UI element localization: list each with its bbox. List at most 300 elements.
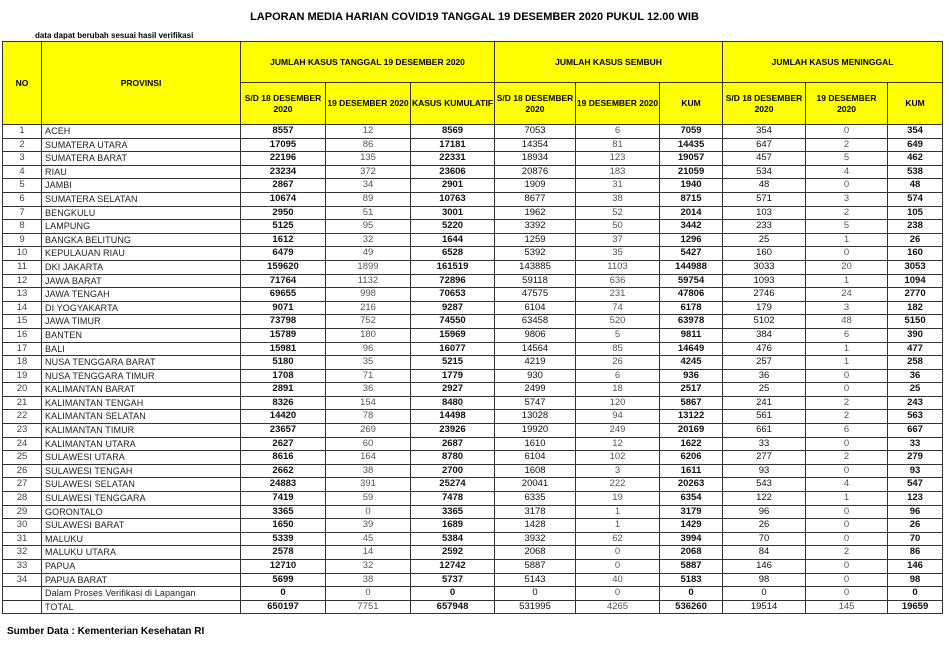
meninggal-sd18-cell: 661 <box>723 424 806 438</box>
kasus-kumulatif-cell: 6528 <box>411 247 495 261</box>
kasus-kumulatif-cell: 10763 <box>411 192 495 206</box>
row-provinsi-cell: BANTEN <box>42 328 241 342</box>
meninggal-19des-cell: 2 <box>806 410 888 424</box>
row-provinsi-cell: KALIMANTAN TIMUR <box>42 424 241 438</box>
row-no-cell: 17 <box>3 342 42 356</box>
kasus-19des-cell: 86 <box>326 138 411 152</box>
kasus-19des-cell: 96 <box>326 342 411 356</box>
header-sembuh-sd18: S/D 18 DESEMBER 2020 <box>495 83 576 125</box>
meninggal-kum-cell: 160 <box>888 247 943 261</box>
row-no-cell: 11 <box>3 260 42 274</box>
meninggal-19des-cell: 0 <box>806 125 888 139</box>
sembuh-kum-cell: 8715 <box>660 192 723 206</box>
row-provinsi-cell: KEPULAUAN RIAU <box>42 247 241 261</box>
sembuh-kum-cell: 13122 <box>660 410 723 424</box>
table-row <box>3 192 943 206</box>
sembuh-19des-cell: 18 <box>576 383 660 397</box>
sembuh-19des-cell: 12 <box>576 437 660 451</box>
table-row <box>3 464 943 478</box>
row-no-cell: 18 <box>3 356 42 370</box>
kasus-sd18-cell: 8326 <box>241 396 326 410</box>
table-row <box>3 478 943 492</box>
sembuh-19des-cell: 123 <box>576 152 660 166</box>
row-provinsi-cell: KALIMANTAN TENGAH <box>42 396 241 410</box>
table-row <box>3 532 943 546</box>
kasus-19des-cell: 78 <box>326 410 411 424</box>
kasus-kumulatif-cell: 23926 <box>411 424 495 438</box>
table-row <box>3 260 943 274</box>
table-row <box>3 152 943 166</box>
meninggal-kum-cell: 146 <box>888 560 943 574</box>
meninggal-sd18-cell: 571 <box>723 192 806 206</box>
sembuh-19des-cell: 0 <box>576 587 660 601</box>
sembuh-kum-cell: 1622 <box>660 437 723 451</box>
meninggal-kum-cell: 86 <box>888 546 943 560</box>
kasus-19des-cell: 180 <box>326 328 411 342</box>
header-meninggal-sd18: S/D 18 DESEMBER 2020 <box>723 83 806 125</box>
kasus-sd18-cell: 10674 <box>241 192 326 206</box>
meninggal-kum-cell: 96 <box>888 505 943 519</box>
meninggal-kum-cell: 33 <box>888 437 943 451</box>
row-no-cell: 15 <box>3 315 42 329</box>
sembuh-19des-cell: 0 <box>576 560 660 574</box>
meninggal-kum-cell: 3053 <box>888 260 943 274</box>
kasus-19des-cell: 35 <box>326 356 411 370</box>
sembuh-sd18-cell: 8677 <box>495 192 576 206</box>
row-provinsi-cell: BANGKA BELITUNG <box>42 233 241 247</box>
meninggal-19des-cell: 0 <box>806 560 888 574</box>
sembuh-sd18-cell: 3178 <box>495 505 576 519</box>
sembuh-kum-cell: 4245 <box>660 356 723 370</box>
meninggal-sd18-cell: 241 <box>723 396 806 410</box>
kasus-sd18-cell: 5339 <box>241 532 326 546</box>
kasus-19des-cell: 1132 <box>326 274 411 288</box>
meninggal-19des-cell: 0 <box>806 247 888 261</box>
sembuh-kum-cell: 1429 <box>660 519 723 533</box>
kasus-sd18-cell: 17095 <box>241 138 326 152</box>
meninggal-kum-cell: 238 <box>888 220 943 234</box>
kasus-sd18-cell: 8557 <box>241 125 326 139</box>
sembuh-19des-cell: 183 <box>576 165 660 179</box>
kasus-sd18-cell: 5125 <box>241 220 326 234</box>
meninggal-sd18-cell: 93 <box>723 464 806 478</box>
meninggal-19des-cell: 0 <box>806 369 888 383</box>
sembuh-kum-cell: 3994 <box>660 532 723 546</box>
sembuh-kum-cell: 3179 <box>660 505 723 519</box>
row-no-cell: 12 <box>3 274 42 288</box>
row-provinsi-cell: JAMBI <box>42 179 241 193</box>
sembuh-sd18-cell: 20876 <box>495 165 576 179</box>
sembuh-19des-cell: 120 <box>576 396 660 410</box>
meninggal-kum-cell: 477 <box>888 342 943 356</box>
kasus-sd18-cell: 2891 <box>241 383 326 397</box>
sembuh-19des-cell: 35 <box>576 247 660 261</box>
header-kasus-19des: 19 DESEMBER 2020 <box>326 83 411 125</box>
meninggal-kum-cell: 0 <box>888 587 943 601</box>
row-no-cell: 23 <box>3 424 42 438</box>
sembuh-sd18-cell: 7053 <box>495 125 576 139</box>
kasus-sd18-cell: 2867 <box>241 179 326 193</box>
row-no-cell: 1 <box>3 125 42 139</box>
kasus-kumulatif-cell: 15969 <box>411 328 495 342</box>
row-provinsi-cell: SULAWESI UTARA <box>42 451 241 465</box>
row-provinsi-cell: RIAU <box>42 165 241 179</box>
sembuh-19des-cell: 1 <box>576 519 660 533</box>
meninggal-sd18-cell: 561 <box>723 410 806 424</box>
sembuh-19des-cell: 50 <box>576 220 660 234</box>
row-no-cell: 20 <box>3 383 42 397</box>
kasus-kumulatif-cell: 5737 <box>411 573 495 587</box>
table-row <box>3 125 943 139</box>
row-provinsi-cell: KALIMANTAN SELATAN <box>42 410 241 424</box>
meninggal-sd18-cell: 160 <box>723 247 806 261</box>
kasus-kumulatif-cell: 5215 <box>411 356 495 370</box>
sembuh-sd18-cell: 13028 <box>495 410 576 424</box>
row-no-cell: 13 <box>3 288 42 302</box>
row-no-cell: 6 <box>3 192 42 206</box>
sembuh-sd18-cell: 3392 <box>495 220 576 234</box>
kasus-19des-cell: 51 <box>326 206 411 220</box>
kasus-kumulatif-cell: 657948 <box>411 600 495 614</box>
meninggal-sd18-cell: 96 <box>723 505 806 519</box>
meninggal-19des-cell: 5 <box>806 220 888 234</box>
meninggal-sd18-cell: 48 <box>723 179 806 193</box>
header-sembuh-19des: 19 DESEMBER 2020 <box>576 83 660 125</box>
sembuh-sd18-cell: 1962 <box>495 206 576 220</box>
kasus-sd18-cell: 3365 <box>241 505 326 519</box>
sembuh-sd18-cell: 5392 <box>495 247 576 261</box>
table-row <box>3 288 943 302</box>
meninggal-sd18-cell: 25 <box>723 383 806 397</box>
row-no-cell: 19 <box>3 369 42 383</box>
meninggal-kum-cell: 538 <box>888 165 943 179</box>
meninggal-19des-cell: 3 <box>806 301 888 315</box>
sembuh-sd18-cell: 59118 <box>495 274 576 288</box>
sembuh-19des-cell: 3 <box>576 464 660 478</box>
meninggal-19des-cell: 5 <box>806 152 888 166</box>
table-row <box>3 573 943 587</box>
row-no-cell: 26 <box>3 464 42 478</box>
kasus-kumulatif-cell: 8480 <box>411 396 495 410</box>
meninggal-sd18-cell: 647 <box>723 138 806 152</box>
kasus-sd18-cell: 5699 <box>241 573 326 587</box>
sembuh-sd18-cell: 5143 <box>495 573 576 587</box>
sembuh-19des-cell: 1 <box>576 505 660 519</box>
meninggal-kum-cell: 258 <box>888 356 943 370</box>
verification-note: data dapat berubah sesuai hasil verifikasi <box>35 31 194 40</box>
meninggal-kum-cell: 182 <box>888 301 943 315</box>
sembuh-19des-cell: 40 <box>576 573 660 587</box>
sembuh-sd18-cell: 20041 <box>495 478 576 492</box>
row-no-cell: 16 <box>3 328 42 342</box>
kasus-sd18-cell: 2950 <box>241 206 326 220</box>
meninggal-19des-cell: 2 <box>806 138 888 152</box>
table-row <box>3 369 943 383</box>
meninggal-kum-cell: 354 <box>888 125 943 139</box>
meninggal-sd18-cell: 98 <box>723 573 806 587</box>
kasus-19des-cell: 60 <box>326 437 411 451</box>
sembuh-sd18-cell: 14564 <box>495 342 576 356</box>
meninggal-19des-cell: 24 <box>806 288 888 302</box>
row-provinsi-cell: SULAWESI TENGAH <box>42 464 241 478</box>
meninggal-19des-cell: 0 <box>806 505 888 519</box>
row-no-cell: 22 <box>3 410 42 424</box>
row-provinsi-cell: JAWA BARAT <box>42 274 241 288</box>
kasus-sd18-cell: 1708 <box>241 369 326 383</box>
sembuh-sd18-cell: 531995 <box>495 600 576 614</box>
header-group-sembuh: JUMLAH KASUS SEMBUH <box>495 42 723 83</box>
meninggal-19des-cell: 0 <box>806 587 888 601</box>
kasus-sd18-cell: 15789 <box>241 328 326 342</box>
kasus-19des-cell: 1899 <box>326 260 411 274</box>
kasus-kumulatif-cell: 2927 <box>411 383 495 397</box>
meninggal-sd18-cell: 122 <box>723 492 806 506</box>
meninggal-sd18-cell: 3033 <box>723 260 806 274</box>
meninggal-19des-cell: 4 <box>806 478 888 492</box>
row-no-cell: 33 <box>3 560 42 574</box>
sembuh-19des-cell: 52 <box>576 206 660 220</box>
table-body <box>3 125 943 614</box>
row-provinsi-cell: TOTAL <box>42 600 241 614</box>
row-provinsi-cell: ACEH <box>42 125 241 139</box>
kasus-19des-cell: 135 <box>326 152 411 166</box>
kasus-kumulatif-cell: 23606 <box>411 165 495 179</box>
sembuh-sd18-cell: 9806 <box>495 328 576 342</box>
row-provinsi-cell: PAPUA BARAT <box>42 573 241 587</box>
kasus-19des-cell: 34 <box>326 179 411 193</box>
meninggal-19des-cell: 3 <box>806 192 888 206</box>
meninggal-kum-cell: 25 <box>888 383 943 397</box>
sembuh-kum-cell: 7059 <box>660 125 723 139</box>
meninggal-19des-cell: 2 <box>806 206 888 220</box>
row-no-cell: 4 <box>3 165 42 179</box>
meninggal-19des-cell: 0 <box>806 573 888 587</box>
row-provinsi-cell: SUMATERA SELATAN <box>42 192 241 206</box>
meninggal-19des-cell: 1 <box>806 492 888 506</box>
table-row <box>3 220 943 234</box>
sembuh-kum-cell: 14649 <box>660 342 723 356</box>
sembuh-19des-cell: 6 <box>576 369 660 383</box>
table-row <box>3 233 943 247</box>
sembuh-19des-cell: 26 <box>576 356 660 370</box>
meninggal-19des-cell: 0 <box>806 437 888 451</box>
sembuh-19des-cell: 94 <box>576 410 660 424</box>
kasus-19des-cell: 38 <box>326 573 411 587</box>
sembuh-19des-cell: 74 <box>576 301 660 315</box>
row-no-cell: 32 <box>3 546 42 560</box>
sembuh-kum-cell: 21059 <box>660 165 723 179</box>
meninggal-sd18-cell: 476 <box>723 342 806 356</box>
table-row <box>3 179 943 193</box>
meninggal-19des-cell: 48 <box>806 315 888 329</box>
row-provinsi-cell: GORONTALO <box>42 505 241 519</box>
meninggal-sd18-cell: 534 <box>723 165 806 179</box>
meninggal-sd18-cell: 1093 <box>723 274 806 288</box>
row-no-cell: 28 <box>3 492 42 506</box>
kasus-kumulatif-cell: 3001 <box>411 206 495 220</box>
meninggal-sd18-cell: 277 <box>723 451 806 465</box>
kasus-19des-cell: 49 <box>326 247 411 261</box>
meninggal-kum-cell: 19659 <box>888 600 943 614</box>
header-meninggal-19des: 19 DESEMBER 2020 <box>806 83 888 125</box>
sembuh-sd18-cell: 1909 <box>495 179 576 193</box>
kasus-19des-cell: 45 <box>326 532 411 546</box>
kasus-19des-cell: 269 <box>326 424 411 438</box>
meninggal-19des-cell: 0 <box>806 532 888 546</box>
header-meninggal-kum: KUM <box>888 83 943 125</box>
sembuh-kum-cell: 936 <box>660 369 723 383</box>
kasus-sd18-cell: 5180 <box>241 356 326 370</box>
row-provinsi-cell: NUSA TENGGARA TIMUR <box>42 369 241 383</box>
sembuh-19des-cell: 520 <box>576 315 660 329</box>
meninggal-19des-cell: 6 <box>806 424 888 438</box>
sembuh-kum-cell: 2068 <box>660 546 723 560</box>
sembuh-sd18-cell: 0 <box>495 587 576 601</box>
kasus-19des-cell: 89 <box>326 192 411 206</box>
table-row <box>3 328 943 342</box>
meninggal-sd18-cell: 19514 <box>723 600 806 614</box>
kasus-sd18-cell: 2662 <box>241 464 326 478</box>
sembuh-kum-cell: 1296 <box>660 233 723 247</box>
meninggal-kum-cell: 1094 <box>888 274 943 288</box>
row-provinsi-cell: KALIMANTAN UTARA <box>42 437 241 451</box>
kasus-kumulatif-cell: 22331 <box>411 152 495 166</box>
meninggal-19des-cell: 20 <box>806 260 888 274</box>
meninggal-sd18-cell: 26 <box>723 519 806 533</box>
kasus-19des-cell: 12 <box>326 125 411 139</box>
row-provinsi-cell: SULAWESI BARAT <box>42 519 241 533</box>
meninggal-kum-cell: 105 <box>888 206 943 220</box>
meninggal-kum-cell: 36 <box>888 369 943 383</box>
sembuh-kum-cell: 14435 <box>660 138 723 152</box>
kasus-sd18-cell: 2578 <box>241 546 326 560</box>
row-provinsi-cell: SULAWESI TENGGARA <box>42 492 241 506</box>
meninggal-kum-cell: 649 <box>888 138 943 152</box>
kasus-19des-cell: 71 <box>326 369 411 383</box>
row-no-cell: 29 <box>3 505 42 519</box>
meninggal-sd18-cell: 33 <box>723 437 806 451</box>
meninggal-sd18-cell: 179 <box>723 301 806 315</box>
meninggal-19des-cell: 4 <box>806 165 888 179</box>
meninggal-sd18-cell: 84 <box>723 546 806 560</box>
meninggal-sd18-cell: 457 <box>723 152 806 166</box>
table-row <box>3 247 943 261</box>
covid-data-table <box>2 41 943 614</box>
row-provinsi-cell: SUMATERA UTARA <box>42 138 241 152</box>
sembuh-kum-cell: 6206 <box>660 451 723 465</box>
kasus-kumulatif-cell: 72896 <box>411 274 495 288</box>
table-row <box>3 410 943 424</box>
meninggal-kum-cell: 70 <box>888 532 943 546</box>
sembuh-sd18-cell: 47575 <box>495 288 576 302</box>
sembuh-19des-cell: 6 <box>576 125 660 139</box>
row-no-cell: 27 <box>3 478 42 492</box>
meninggal-19des-cell: 1 <box>806 342 888 356</box>
row-provinsi-cell: JAWA TIMUR <box>42 315 241 329</box>
row-no-cell: 7 <box>3 206 42 220</box>
row-provinsi-cell: Dalam Proses Verifikasi di Lapangan <box>42 587 241 601</box>
kasus-sd18-cell: 9071 <box>241 301 326 315</box>
sembuh-19des-cell: 222 <box>576 478 660 492</box>
sembuh-19des-cell: 1103 <box>576 260 660 274</box>
kasus-kumulatif-cell: 16077 <box>411 342 495 356</box>
row-no-cell: 21 <box>3 396 42 410</box>
sembuh-kum-cell: 1940 <box>660 179 723 193</box>
meninggal-kum-cell: 2770 <box>888 288 943 302</box>
sembuh-sd18-cell: 2068 <box>495 546 576 560</box>
report-title: LAPORAN MEDIA HARIAN COVID19 TANGGAL 19 DESEMBER 2020 PUKUL 12.00 WIB <box>250 11 699 23</box>
table-row <box>3 342 943 356</box>
kasus-19des-cell: 32 <box>326 560 411 574</box>
kasus-kumulatif-cell: 1644 <box>411 233 495 247</box>
kasus-sd18-cell: 71764 <box>241 274 326 288</box>
kasus-19des-cell: 39 <box>326 519 411 533</box>
kasus-kumulatif-cell: 2592 <box>411 546 495 560</box>
meninggal-19des-cell: 145 <box>806 600 888 614</box>
kasus-19des-cell: 154 <box>326 396 411 410</box>
sembuh-19des-cell: 5 <box>576 328 660 342</box>
row-provinsi-cell: BALI <box>42 342 241 356</box>
kasus-sd18-cell: 6479 <box>241 247 326 261</box>
kasus-sd18-cell: 23657 <box>241 424 326 438</box>
sembuh-19des-cell: 81 <box>576 138 660 152</box>
kasus-sd18-cell: 14420 <box>241 410 326 424</box>
sembuh-sd18-cell: 63458 <box>495 315 576 329</box>
kasus-sd18-cell: 24883 <box>241 478 326 492</box>
sembuh-kum-cell: 0 <box>660 587 723 601</box>
kasus-kumulatif-cell: 25274 <box>411 478 495 492</box>
header-kasus-sd18: S/D 18 DESEMBER 2020 <box>241 83 326 125</box>
table-row <box>3 165 943 179</box>
kasus-19des-cell: 7751 <box>326 600 411 614</box>
row-no-cell <box>3 600 42 614</box>
kasus-kumulatif-cell: 12742 <box>411 560 495 574</box>
header-group-meninggal: JUMLAH KASUS MENINGGAL <box>723 42 943 83</box>
sembuh-kum-cell: 2014 <box>660 206 723 220</box>
header-kasus-kumulatif: KASUS KUMULATIF <box>411 83 495 125</box>
table-row <box>3 206 943 220</box>
meninggal-sd18-cell: 543 <box>723 478 806 492</box>
meninggal-19des-cell: 1 <box>806 356 888 370</box>
table-row <box>3 301 943 315</box>
meninggal-sd18-cell: 146 <box>723 560 806 574</box>
sembuh-sd18-cell: 143885 <box>495 260 576 274</box>
kasus-kumulatif-cell: 17181 <box>411 138 495 152</box>
sembuh-19des-cell: 231 <box>576 288 660 302</box>
sembuh-sd18-cell: 1610 <box>495 437 576 451</box>
kasus-sd18-cell: 0 <box>241 587 326 601</box>
meninggal-kum-cell: 26 <box>888 519 943 533</box>
sembuh-sd18-cell: 14354 <box>495 138 576 152</box>
meninggal-kum-cell: 93 <box>888 464 943 478</box>
kasus-sd18-cell: 23234 <box>241 165 326 179</box>
kasus-19des-cell: 0 <box>326 505 411 519</box>
kasus-kumulatif-cell: 74550 <box>411 315 495 329</box>
kasus-19des-cell: 95 <box>326 220 411 234</box>
kasus-19des-cell: 752 <box>326 315 411 329</box>
kasus-19des-cell: 36 <box>326 383 411 397</box>
kasus-19des-cell: 372 <box>326 165 411 179</box>
meninggal-sd18-cell: 0 <box>723 587 806 601</box>
sembuh-19des-cell: 31 <box>576 179 660 193</box>
meninggal-19des-cell: 6 <box>806 328 888 342</box>
meninggal-kum-cell: 547 <box>888 478 943 492</box>
meninggal-kum-cell: 5150 <box>888 315 943 329</box>
table-row <box>3 519 943 533</box>
sembuh-19des-cell: 0 <box>576 546 660 560</box>
table-row <box>3 437 943 451</box>
meninggal-kum-cell: 123 <box>888 492 943 506</box>
